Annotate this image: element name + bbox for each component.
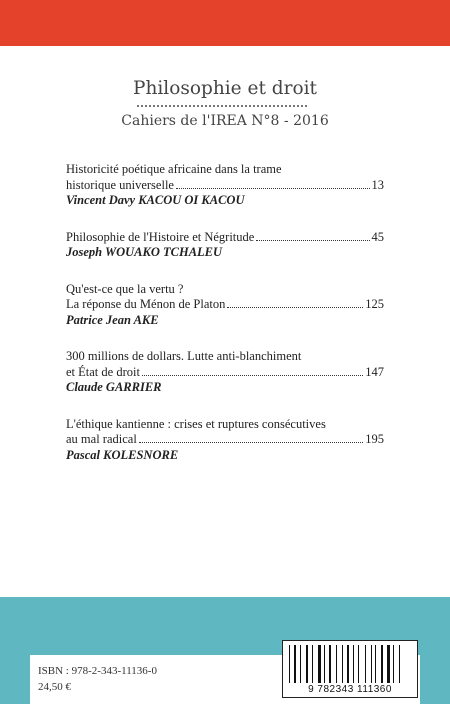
toc-entry-title-line: Qu'est-ce que la vertu ? xyxy=(66,281,184,296)
toc-page-number: 147 xyxy=(365,364,384,379)
barcode xyxy=(282,640,418,698)
toc-entry-title-line: 300 millions de dollars. Lutte anti-blanchiment xyxy=(66,349,302,363)
barcode-number: 9 782343 111360 xyxy=(308,684,392,695)
dot-leader xyxy=(142,375,363,376)
toc-page-number: 195 xyxy=(365,432,384,446)
toc-entry xyxy=(66,230,384,261)
toc-entry-title-line: Philosophie de l'Histoire et Négritude xyxy=(66,229,255,244)
toc-author: Joseph WOUAKO TCHALEU xyxy=(66,245,223,259)
table-of-contents xyxy=(66,162,384,484)
price-text: 24,50 € xyxy=(38,681,71,693)
toc-entry-title-line: Historicité poétique africaine dans la trame xyxy=(66,162,282,176)
toc-page-number: 13 xyxy=(371,177,384,192)
top-color-band xyxy=(0,0,450,46)
toc-entry xyxy=(66,282,384,329)
toc-entry xyxy=(66,162,384,209)
book-subtitle: Cahiers de l'IREA N°8 - 2016 xyxy=(121,113,329,129)
toc-author: Patrice Jean AKE xyxy=(66,312,159,327)
toc-entry xyxy=(66,417,384,464)
dot-leader xyxy=(256,240,369,241)
toc-entry-title-line: historique universelle xyxy=(66,177,174,192)
toc-entry-title-line: L'éthique kantienne : crises et ruptures consécutives xyxy=(66,416,326,431)
dot-leader xyxy=(139,442,363,443)
dot-leader xyxy=(176,188,370,189)
title-dotted-rule xyxy=(137,99,307,107)
toc-entry-title-line: La réponse du Ménon de Platon xyxy=(66,297,226,311)
toc-entry xyxy=(66,349,384,396)
toc-author: Pascal KOLESNORE xyxy=(66,447,179,462)
toc-author: Vincent Davy KACOU OI KACOU xyxy=(66,193,245,207)
toc-author: Claude GARRIER xyxy=(66,380,162,394)
barcode-bars xyxy=(289,645,413,683)
dot-leader xyxy=(227,307,363,308)
barcode-gap xyxy=(400,645,401,683)
toc-entry-title-line: au mal radical xyxy=(66,432,137,446)
isbn-text: ISBN : 978-2-343-11136-0 xyxy=(38,665,157,677)
toc-entry-title-line: et État de droit xyxy=(66,364,140,379)
toc-page-number: 45 xyxy=(371,229,384,244)
book-title: Philosophie et droit xyxy=(133,78,317,99)
toc-page-number: 125 xyxy=(365,297,384,311)
